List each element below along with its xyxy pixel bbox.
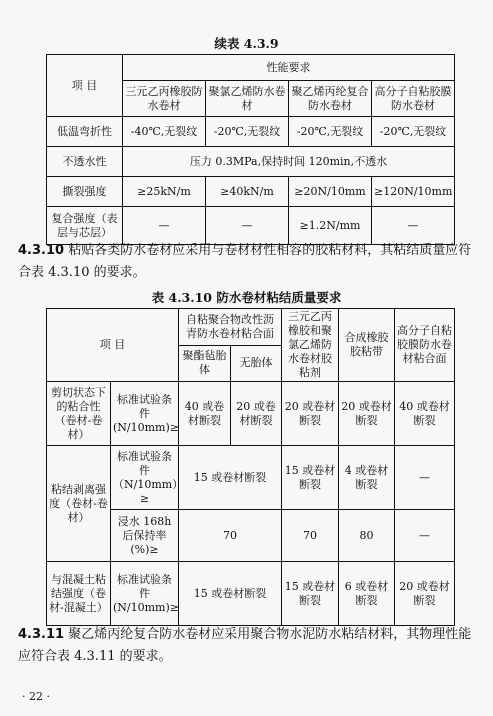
cell: -20℃,无裂纹 — [206, 117, 289, 147]
cell: 6 或卷材断裂 — [339, 562, 395, 626]
cell: ≥25kN/m — [123, 177, 206, 207]
header-rubber-tape: 合成橡胶胶粘带 — [339, 309, 395, 382]
clause-number: 4.3.11 — [18, 627, 65, 642]
cell: -20℃,无裂纹 — [289, 117, 372, 147]
col-header: 聚氯乙烯防水卷材 — [206, 81, 289, 117]
row-label: 不透水性 — [47, 147, 123, 177]
table2-caption: 表 4.3.10 防水卷材粘结质量要求 — [151, 290, 342, 305]
header-polymer-film: 高分子自粘胶膜防水卷材粘合面 — [395, 309, 455, 382]
cell: 15 或卷材断裂 — [282, 562, 339, 626]
cell: 15 或卷材断裂 — [179, 446, 282, 510]
row-condition: 标准试验条件(N/10mm)≥ — [111, 562, 179, 626]
cell: 15 或卷材断裂 — [179, 562, 282, 626]
cell: 70 — [282, 510, 339, 562]
cell: — — [123, 207, 206, 245]
cell: 20 或卷材断裂 — [231, 382, 282, 446]
row-label: 撕裂强度 — [47, 177, 123, 207]
subheader-polyester: 聚酯毡胎体 — [179, 345, 231, 382]
cell: ≥1.2N/mm — [289, 207, 372, 245]
cell: 20 或卷材断裂 — [339, 382, 395, 446]
cell: 80 — [339, 510, 395, 562]
row-label: 与混凝土粘结强度（卷材-混凝土） — [47, 562, 111, 626]
row-label: 粘结剥离强度（卷材-卷材） — [47, 446, 111, 562]
row-condition: 标准试验条件(N/10mm)≥ — [111, 382, 179, 446]
row-condition: 标准试验条件（N/10mm）≥ — [111, 446, 179, 510]
header-performance: 性能要求 — [123, 55, 455, 81]
cell: ≥120N/10mm — [372, 177, 455, 207]
subheader-no-base: 无胎体 — [231, 345, 282, 382]
cell: 4 或卷材断裂 — [339, 446, 395, 510]
col-header: 三元乙丙橡胶防水卷材 — [123, 81, 206, 117]
header-item: 项 目 — [47, 309, 179, 382]
cell: -20℃,无裂纹 — [372, 117, 455, 147]
cell: 压力 0.3MPa,保持时间 120min,不透水 — [123, 147, 455, 177]
col-header: 高分子自粘胶膜防水卷材 — [372, 81, 455, 117]
cell: 20 或卷材断裂 — [395, 562, 455, 626]
page-number: · 22 · — [22, 690, 50, 703]
clause-4-3-11 — [18, 624, 478, 668]
header-self-adhesive: 自粘聚合物改性沥青防水卷材粘合面 — [179, 309, 282, 346]
table-4-3-9-continued — [46, 54, 455, 245]
cell: — — [206, 207, 289, 245]
row-condition: 浸水 168h 后保持率(%)≥ — [111, 510, 179, 562]
table-4-3-10 — [46, 308, 455, 626]
row-label: 复合强度（表层与芯层） — [47, 207, 123, 245]
cell: — — [395, 446, 455, 510]
cell: — — [372, 207, 455, 245]
cell: ≥40kN/m — [206, 177, 289, 207]
header-epdm-pvc-adhesive: 三元乙丙橡胶和聚氯乙烯防水卷材胶粘剂 — [282, 309, 339, 382]
cell: 40 或卷材断裂 — [179, 382, 231, 446]
clause-number: 4.3.10 — [18, 243, 65, 258]
cell: 15 或卷材断裂 — [282, 446, 339, 510]
clause-text: 聚乙烯丙纶复合防水卷材应采用聚合物水泥防水粘结材料，其物理性能应符合表 4.3.11 的要求。 — [18, 627, 472, 664]
col-header: 聚乙烯丙纶复合防水卷材 — [289, 81, 372, 117]
cell: 20 或卷材断裂 — [282, 382, 339, 446]
cell: 40 或卷材断裂 — [395, 382, 455, 446]
cell: -40℃,无裂纹 — [123, 117, 206, 147]
cell: 70 — [179, 510, 282, 562]
row-label: 低温弯折性 — [47, 117, 123, 147]
cell: ≥20N/10mm — [289, 177, 372, 207]
header-item: 项 目 — [47, 55, 123, 117]
clause-4-3-10 — [18, 240, 478, 284]
table1-caption: 续表 4.3.9 — [214, 36, 279, 51]
row-label: 剪切状态下的粘合性（卷材-卷材） — [47, 382, 111, 446]
clause-text: 粘贴各类防水卷材应采用与卷材材性相容的胶粘材料，其粘结质量应符合表 4.3.10 的要求。 — [18, 243, 472, 280]
cell: — — [395, 510, 455, 562]
